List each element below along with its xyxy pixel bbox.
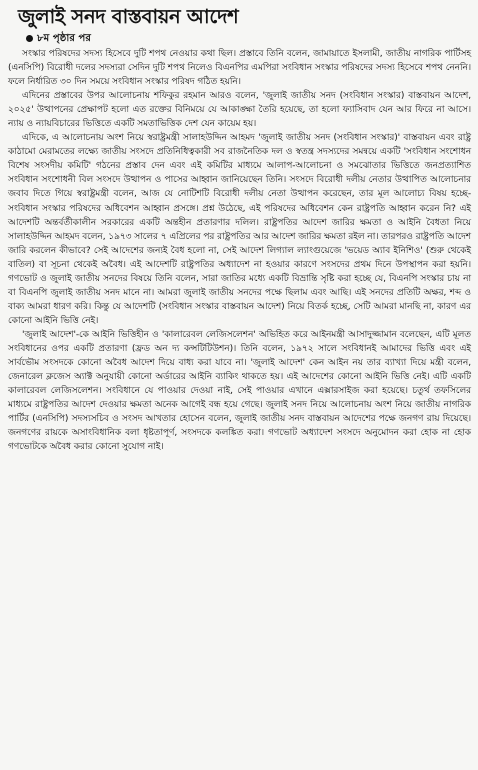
continued-from-line bbox=[8, 31, 471, 46]
headline: জুলাই সনদ বাস্তবায়ন আদেশ bbox=[18, 5, 239, 28]
article-paragraph: এদিনের প্রস্তাবের উপর আলোচনায় শফিকুর রহমান আরও বলেন, 'জুলাই জাতীয় সনদ (সংবিধান সংস্কার) বাস্তবায়ন আদেশ, ২০২৫' উত্থাপনের প্রেক্ষাপট হলো এত রক্তের বিনিময়ে যে আকাঙ্ক্ষা তৈরি হয়েছে, তা হলো ফ্যাসিবাদ যেন আর ফিরে না আসে। ন্যায় ও ন্যায়বিচারের ভিত্তিতে একটি সমতাভিত্তিক দেশ যেন কায়েম হয়। bbox=[8, 91, 471, 130]
article-paragraph: সংস্কার পরিষদের সদস্য হিসেবে দুটি শপথ নেওয়ার কথা ছিল। প্রস্তাবে তিনি বলেন, জামায়াতে ইসলামী, জাতীয় নাগরিক পার্টিসহ (এনসিপি) বিরোধী দলের সদস্যরা সেদিন দুটি শপথ নিলেও বিএনপির এমপিরা সংবিধান সংস্কার পরিষদের সদস্য হিসেবে শপথ নেননি। ফলে নির্ধারিত ৩০ দিন সময়ে সংবিধান সংস্কার পরিষদ গঠিত হয়নি। bbox=[8, 49, 471, 88]
continued-from-label: ৮ম পৃষ্ঠার পর bbox=[37, 33, 91, 44]
article-body bbox=[8, 47, 471, 454]
article-paragraph: 'জুলাই আদেশ'-কে আইনি ভিত্তিহীন ও 'কালারেবল লেজিসলেশন' অভিহিত করে আইনমন্ত্রী আসাদুজ্জামান বলেছেন, এটি মূলত সংবিধানের ওপর একটি প্রতারণা (ফ্রড অন দ্য কন্সটিটিউশন)। তিনি বলেন, ১৯৭২ সালে সংবিধানই আমাদের ভিত্তি এবং এই সার্বভৌম সংসদকে কোনো অবৈধ আদেশ দিয়ে বাধ্য করা যাবে না। 'জুলাই আদেশ' কেন আইন নয় তার ব্যাখ্যা দিয়ে মন্ত্রী বলেন, জেনারেল ক্লজেস অ্যাক্ট অনুযায়ী কোনো অর্ডারের আইনি ব্যাকিং থাকতে হয়। এই আদেশের কোনো আইনি ভিত্তি নেই। এটি একটি কালারেবল লেজিসলেশন। সংবিধানে যে পাওয়ার দেওয়া নাই, সেই পাওয়ার এখানে এক্সারসাইজ করা হয়েছে। চতুর্থ তফসিলের মাধ্যমে রাষ্ট্রপতির আদেশ দেওয়ার ক্ষমতা অনেক আগেই বন্ধ হয়ে গেছে। জুলাই সনদ নিয়ে আলোচনায় অংশ নিয়ে জাতীয় নাগরিক পার্টির (এনসিপি) সদস্যসচিব ও সংসদ আখতার হোসেন বলেন, জুলাই জাতীয় সনদ বাস্তবায়ন আদেশের পক্ষে জনগণ রায় দিয়েছে। জনগণের রায়কে অসাংবিধানিক বলা ধৃষ্টতাপূর্ণ, সংসদকে কলঙ্কিত করা। গণভোট অধ্যাদেশ সংসদে অনুমোদন করা হোক না হোক গণভোটকে অবৈধ করার কোনো সুযোগ নাই। bbox=[8, 329, 471, 453]
bullet-icon bbox=[26, 35, 33, 42]
article-paragraph: এদিকে, এ আলোচনায় অংশ নিয়ে স্বরাষ্ট্রমন্ত্রী সালাহউদ্দিন আহমদ 'জুলাই জাতীয় সনদ (সংবিধান সংস্কার)' বাস্তবায়ন এবং রাষ্ট্র কাঠামো মেরামতের লক্ষ্যে জাতীয় সংসদে প্রতিনিধিত্বকারী সব রাজনৈতিক দল ও স্বতন্ত্র সদস্যদের সমন্বয়ে একটি 'সংবিধান সংশোধন বিশেষ সংসদীয় কমিটি' গঠনের প্রস্তাব দেন এবং এই কমিটির মাধ্যমে আলাপ-আলোচনা ও সমঝোতার ভিত্তিতে জনপ্রত্যাশিত সংবিধান সংশোধনী বিল সংসদে উত্থাপন ও পাসের আহ্বান জানিয়েছেন তিনি। সংসদে বিরোধী দলীয় নেতার উত্থাপিত আলোচনার জবাব দিতে গিয়ে স্বরাষ্ট্রমন্ত্রী বলেন, আজ যে নোটিশটি বিরোধী দলীয় নেতা উত্থাপন করেছেন, তার মূল আলোচ্য বিষয় হচ্ছে- সংবিধান সংস্কার পরিষদের অধিবেশন আহ্বান প্রসঙ্গে। প্রশ্ন উঠেছে, এই পরিষদের অধিবেশন কেন রাষ্ট্রপতি আহ্বান করেন নি? এই আদেশটি অন্তর্বর্তীকালীন সরকারের একটি অন্তহীন প্রতারণার দলিল। রাষ্ট্রপতির আদেশ জারির ক্ষমতা ও আইনি বৈধতা নিয়ে সালাহউদ্দিন আহমদ বলেন, ১৯৭৩ সালের ৭ এপ্রিলের পর রাষ্ট্রপতির আর আদেশ জারির ক্ষমতা রইল না। তারপরও রাষ্ট্রপতি আদেশ জারি করলেন কীভাবে? সেই আদেশের জন্যই বৈধ হলো না, সেই আদেশ লিগ্যাল ল্যাংগুয়েজে 'ভয়েড অ্যাব ইনিশিও' (শুরু থেকেই বাতিল) বা সূচনা থেকেই অবৈধ। এই আদেশটি রাষ্ট্রপতির অধ্যাদেশ না হওয়ার কারণে সংসদের প্রথম দিনে উপস্থাপন করা হয়নি। গণভোট ও জুলাই জাতীয় সনদের বিষয়ে তিনি বলেন, সারা জাতির মধ্যে একটি বিভ্রান্তি সৃষ্টি করা হচ্ছে যে, বিএনপি সংস্কার চায় না বা বিএনপি জুলাই জাতীয় সনদ মানে না। আমরা জুলাই জাতীয় সনদের পক্ষে ছিলাম এবং আছি। এই সনদের প্রতিটি অক্ষর, শব্দ ও বাক্য আমরা ধারণ করি। কিন্তু যে আদেশটি (সংবিধান সংস্কার বাস্তবায়ন আদেশ) নিয়ে বিতর্ক হচ্ছে, সেটি আমরা মানছি না, কারণ এর কোনো আইনি ভিত্তি নেই। bbox=[8, 133, 471, 326]
